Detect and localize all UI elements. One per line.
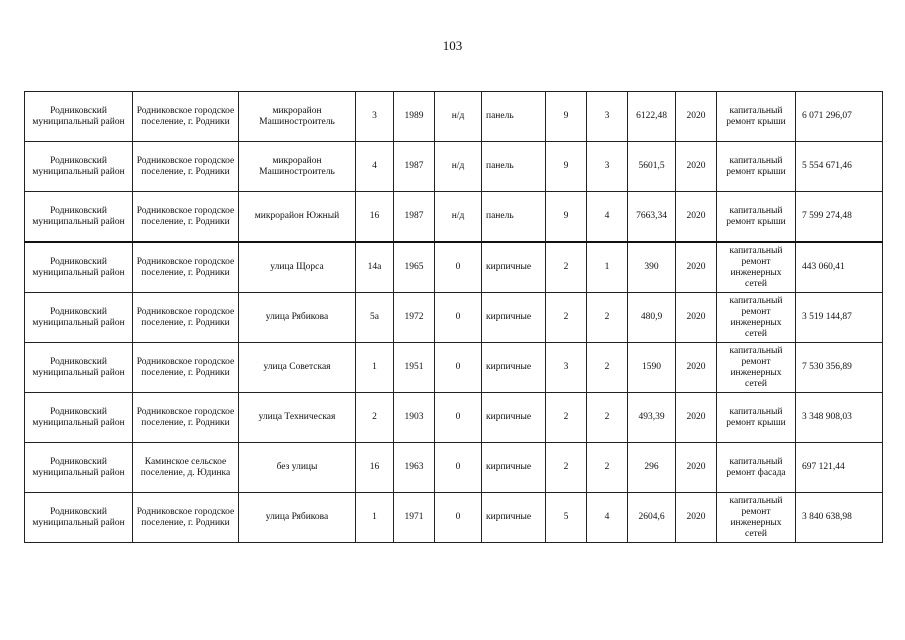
build-year-cell: 1951 — [394, 343, 435, 393]
entrances-cell: 2 — [587, 293, 628, 343]
entrances-cell: 1 — [587, 242, 628, 293]
plan-year-cell: 2020 — [676, 142, 717, 192]
table-row — [25, 443, 883, 493]
street-cell: микрорайон Машиностроитель — [239, 142, 356, 192]
entrances-cell: 2 — [587, 393, 628, 443]
district-cell: Родниковский муниципальный район — [25, 393, 133, 443]
area-cell: 2604,6 — [628, 493, 676, 543]
table-row — [25, 293, 883, 343]
house-number-cell: 16 — [356, 192, 394, 243]
wall-material-cell: панель — [482, 142, 546, 192]
table-row — [25, 92, 883, 142]
wall-material-cell: кирпичные — [482, 443, 546, 493]
house-number-cell: 3 — [356, 92, 394, 142]
street-cell: улица Рябикова — [239, 493, 356, 543]
wall-material-cell: панель — [482, 192, 546, 243]
floors-cell: 3 — [546, 343, 587, 393]
settlement-cell: Родниковское городское поселение, г. Родники — [133, 242, 239, 293]
cost-cell: 7 530 356,89 — [796, 343, 883, 393]
wear-cell: 0 — [435, 343, 482, 393]
build-year-cell: 1989 — [394, 92, 435, 142]
wear-cell: н/д — [435, 192, 482, 243]
settlement-cell: Родниковское городское поселение, г. Родники — [133, 293, 239, 343]
wear-cell: н/д — [435, 142, 482, 192]
floors-cell: 2 — [546, 293, 587, 343]
house-number-cell: 4 — [356, 142, 394, 192]
build-year-cell: 1965 — [394, 242, 435, 293]
work-type-cell: капитальный ремонт инженерных сетей — [717, 493, 796, 543]
area-cell: 6122,48 — [628, 92, 676, 142]
wear-cell: н/д — [435, 92, 482, 142]
build-year-cell: 1972 — [394, 293, 435, 343]
plan-year-cell: 2020 — [676, 443, 717, 493]
plan-year-cell: 2020 — [676, 493, 717, 543]
entrances-cell: 4 — [587, 192, 628, 243]
work-type-cell: капитальный ремонт крыши — [717, 92, 796, 142]
wear-cell: 0 — [435, 493, 482, 543]
page-number: 103 — [442, 38, 463, 53]
cost-cell: 6 071 296,07 — [796, 92, 883, 142]
plan-year-cell: 2020 — [676, 92, 717, 142]
work-type-cell: капитальный ремонт инженерных сетей — [717, 293, 796, 343]
area-cell: 5601,5 — [628, 142, 676, 192]
build-year-cell: 1903 — [394, 393, 435, 443]
wall-material-cell: кирпичные — [482, 242, 546, 293]
street-cell: микрорайон Машиностроитель — [239, 92, 356, 142]
floors-cell: 9 — [546, 142, 587, 192]
table-row — [25, 343, 883, 393]
table-row — [25, 242, 883, 293]
wear-cell: 0 — [435, 293, 482, 343]
cost-cell: 3 348 908,03 — [796, 393, 883, 443]
area-cell: 480,9 — [628, 293, 676, 343]
house-number-cell: 1 — [356, 343, 394, 393]
street-cell: улица Техническая — [239, 393, 356, 443]
table-row — [25, 142, 883, 192]
cost-cell: 3 519 144,87 — [796, 293, 883, 343]
build-year-cell: 1987 — [394, 142, 435, 192]
settlement-cell: Каминское сельское поселение, д. Юдинка — [133, 443, 239, 493]
house-number-cell: 2 — [356, 393, 394, 443]
settlement-cell: Родниковское городское поселение, г. Родники — [133, 192, 239, 243]
table-row — [25, 493, 883, 543]
area-cell: 493,39 — [628, 393, 676, 443]
street-cell: улица Рябикова — [239, 293, 356, 343]
housing-registry-table — [24, 91, 883, 543]
settlement-cell: Родниковское городское поселение, г. Родники — [133, 393, 239, 443]
district-cell: Родниковский муниципальный район — [25, 92, 133, 142]
cost-cell: 443 060,41 — [796, 242, 883, 293]
floors-cell: 9 — [546, 92, 587, 142]
wear-cell: 0 — [435, 443, 482, 493]
district-cell: Родниковский муниципальный район — [25, 192, 133, 243]
floors-cell: 2 — [546, 393, 587, 443]
house-number-cell: 1 — [356, 493, 394, 543]
wall-material-cell: кирпичные — [482, 293, 546, 343]
work-type-cell: капитальный ремонт фасада — [717, 443, 796, 493]
house-number-cell: 14а — [356, 242, 394, 293]
area-cell: 7663,34 — [628, 192, 676, 243]
district-cell: Родниковский муниципальный район — [25, 293, 133, 343]
settlement-cell: Родниковское городское поселение, г. Родники — [133, 142, 239, 192]
work-type-cell: капитальный ремонт крыши — [717, 393, 796, 443]
district-cell: Родниковский муниципальный район — [25, 242, 133, 293]
wall-material-cell: панель — [482, 92, 546, 142]
street-cell: улица Щорса — [239, 242, 356, 293]
plan-year-cell: 2020 — [676, 393, 717, 443]
plan-year-cell: 2020 — [676, 242, 717, 293]
entrances-cell: 3 — [587, 92, 628, 142]
district-cell: Родниковский муниципальный район — [25, 343, 133, 393]
cost-cell: 697 121,44 — [796, 443, 883, 493]
floors-cell: 2 — [546, 443, 587, 493]
house-number-cell: 5а — [356, 293, 394, 343]
floors-cell: 9 — [546, 192, 587, 243]
entrances-cell: 4 — [587, 493, 628, 543]
entrances-cell: 2 — [587, 343, 628, 393]
house-number-cell: 16 — [356, 443, 394, 493]
street-cell: улица Советская — [239, 343, 356, 393]
wear-cell: 0 — [435, 242, 482, 293]
floors-cell: 5 — [546, 493, 587, 543]
settlement-cell: Родниковское городское поселение, г. Родники — [133, 343, 239, 393]
floors-cell: 2 — [546, 242, 587, 293]
settlement-cell: Родниковское городское поселение, г. Родники — [133, 493, 239, 543]
plan-year-cell: 2020 — [676, 293, 717, 343]
wear-cell: 0 — [435, 393, 482, 443]
build-year-cell: 1963 — [394, 443, 435, 493]
settlement-cell: Родниковское городское поселение, г. Родники — [133, 92, 239, 142]
cost-cell: 7 599 274,48 — [796, 192, 883, 243]
work-type-cell: капитальный ремонт инженерных сетей — [717, 242, 796, 293]
district-cell: Родниковский муниципальный район — [25, 493, 133, 543]
district-cell: Родниковский муниципальный район — [25, 443, 133, 493]
area-cell: 296 — [628, 443, 676, 493]
work-type-cell: капитальный ремонт крыши — [717, 192, 796, 243]
table-row — [25, 393, 883, 443]
work-type-cell: капитальный ремонт инженерных сетей — [717, 343, 796, 393]
build-year-cell: 1971 — [394, 493, 435, 543]
entrances-cell: 2 — [587, 443, 628, 493]
plan-year-cell: 2020 — [676, 343, 717, 393]
entrances-cell: 3 — [587, 142, 628, 192]
cost-cell: 5 554 671,46 — [796, 142, 883, 192]
wall-material-cell: кирпичные — [482, 343, 546, 393]
wall-material-cell: кирпичные — [482, 393, 546, 443]
work-type-cell: капитальный ремонт крыши — [717, 142, 796, 192]
area-cell: 390 — [628, 242, 676, 293]
area-cell: 1590 — [628, 343, 676, 393]
table-row — [25, 192, 883, 243]
wall-material-cell: кирпичные — [482, 493, 546, 543]
plan-year-cell: 2020 — [676, 192, 717, 243]
cost-cell: 3 840 638,98 — [796, 493, 883, 543]
build-year-cell: 1987 — [394, 192, 435, 243]
street-cell: без улицы — [239, 443, 356, 493]
street-cell: микрорайон Южный — [239, 192, 356, 243]
district-cell: Родниковский муниципальный район — [25, 142, 133, 192]
